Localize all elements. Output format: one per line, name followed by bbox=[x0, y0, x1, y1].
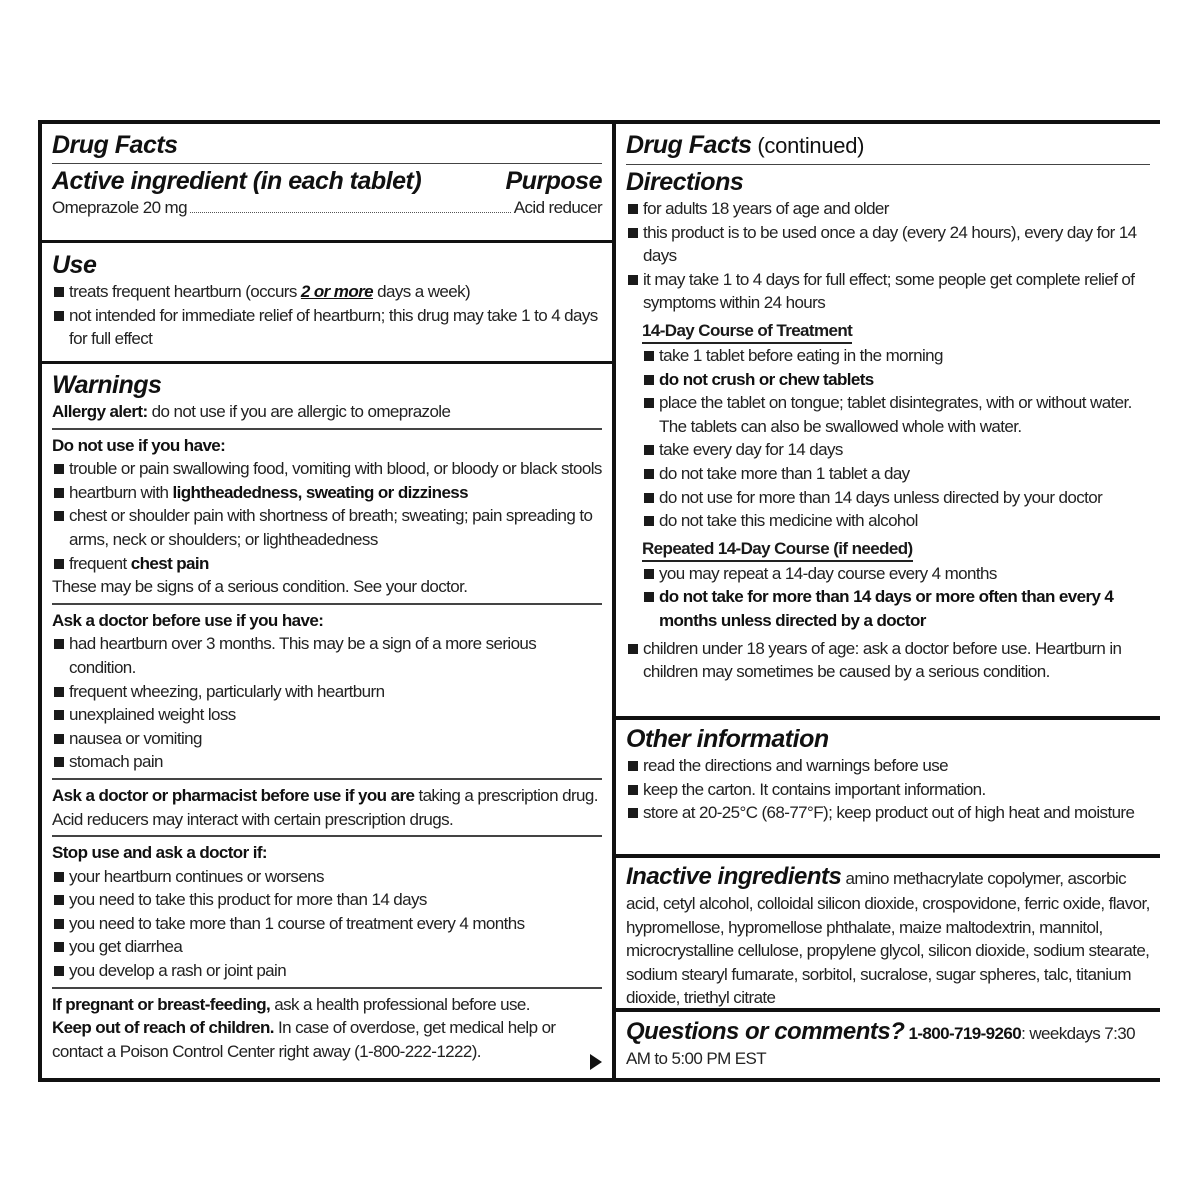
list-item: frequent wheezing, particularly with heartburn bbox=[52, 680, 602, 704]
use-section bbox=[42, 250, 612, 351]
drug-facts-title: Drug Facts bbox=[52, 131, 178, 159]
list-item: take 1 tablet before eating in the morning bbox=[642, 344, 1150, 368]
inactive-ingredients-heading: Inactive ingredients bbox=[626, 863, 842, 890]
other-information-heading: Other information bbox=[626, 725, 829, 753]
pregnancy-block: If pregnant or breast-feeding, ask a health professional before use. Keep out of reach of children. In case of overdose, get medical help or contact a Poison Control Center right away (1-800-222-1222). bbox=[52, 987, 602, 1064]
list-item: take every day for 14 days bbox=[642, 438, 1150, 462]
purpose-value: Acid reducer bbox=[513, 198, 602, 217]
purpose-heading: Purpose bbox=[505, 167, 602, 195]
do-not-use-heading: Do not use if you have: bbox=[52, 435, 226, 455]
ask-doctor-heading: Ask a doctor before use if you have: bbox=[52, 610, 324, 630]
inactive-ingredients-list: amino methacrylate copolymer, ascorbic acid, cetyl alcohol, colloidal silicon dioxide, crospovidone, ferric oxide, flavor, hypromellose, hypromellose phthalate, maize maltodextrin, mannitol, microcrystalline cellulose, propylene glycol, silicon dioxide, sodium stearate, sodium stearyl fumarate, sorbitol, sucralose, sugar spheres, talc, titanium dioxide, triethyl citrate bbox=[626, 869, 1150, 1008]
active-ingredient: Omeprazole 20 mg bbox=[52, 198, 187, 217]
list-item: you get diarrhea bbox=[52, 935, 602, 959]
warnings-section bbox=[42, 370, 612, 1063]
use-item: not intended for immediate relief of heartburn; this drug may take 1 to 4 days for full effect bbox=[52, 304, 602, 351]
list-item: nausea or vomiting bbox=[52, 727, 602, 751]
list-item: unexplained weight loss bbox=[52, 703, 602, 727]
questions-heading: Questions or comments? bbox=[626, 1018, 905, 1045]
stop-use-block bbox=[52, 835, 602, 983]
active-ingredient-heading: Active ingredient (in each tablet) bbox=[52, 167, 422, 195]
list-item: you develop a rash or joint pain bbox=[52, 959, 602, 983]
list-item: stomach pain bbox=[52, 750, 602, 774]
drug-facts-continued-title: Drug Facts (continued) bbox=[626, 131, 865, 159]
list-item: do not take for more than 14 days or more often than every 4 months unless directed by a doctor bbox=[642, 585, 1150, 632]
directions-heading: Directions bbox=[626, 168, 744, 196]
list-item: store at 20-25°C (68-77°F); keep product out of high heat and moisture bbox=[626, 801, 1150, 825]
list-item: place the tablet on tongue; tablet disintegrates, with or without water. The tablets can also be swallowed whole with water. bbox=[642, 391, 1150, 438]
repeat-course-heading: Repeated 14-Day Course (if needed) bbox=[642, 537, 913, 562]
use-item: treats frequent heartburn (occurs 2 or more days a week) bbox=[52, 280, 602, 304]
list-item: this product is to be used once a day (every 24 hours), every day for 14 days bbox=[626, 221, 1150, 268]
list-item: you may repeat a 14-day course every 4 months bbox=[642, 562, 1150, 586]
questions-section bbox=[616, 1017, 1160, 1071]
list-item: you need to take this product for more than 14 days bbox=[52, 888, 602, 912]
list-item: you need to take more than 1 course of treatment every 4 months bbox=[52, 912, 602, 936]
list-item: do not use for more than 14 days unless directed by your doctor bbox=[642, 486, 1150, 510]
list-item: children under 18 years of age: ask a doctor before use. Heartburn in children may sometimes be caused by a serious condition. bbox=[626, 637, 1150, 684]
list-item: frequent chest pain bbox=[52, 552, 602, 576]
list-item: do not crush or chew tablets bbox=[642, 368, 1150, 392]
course-block bbox=[626, 319, 1150, 633]
ask-pharmacist-block: Ask a doctor or pharmacist before use if you are taking a prescription drug. Acid reducers may interact with certain prescription drugs. bbox=[52, 778, 602, 831]
list-item: do not take more than 1 tablet a day bbox=[642, 462, 1150, 486]
directions-section bbox=[616, 130, 1160, 684]
continue-arrow-icon bbox=[590, 1054, 602, 1070]
course-heading: 14-Day Course of Treatment bbox=[642, 319, 852, 344]
drug-facts-left-panel bbox=[38, 120, 616, 1082]
list-item: trouble or pain swallowing food, vomiting with blood, or bloody or black stools bbox=[52, 457, 602, 481]
list-item: chest or shoulder pain with shortness of breath; sweating; pain spreading to arms, neck or shoulders; or lightheadedness bbox=[52, 504, 602, 551]
use-heading: Use bbox=[52, 251, 97, 279]
allergy-alert: Allergy alert: do not use if you are allergic to omeprazole bbox=[52, 402, 451, 421]
list-item: your heartburn continues or worsens bbox=[52, 865, 602, 889]
list-item: heartburn with lightheadedness, sweating or dizziness bbox=[52, 481, 602, 505]
do-not-use-block bbox=[52, 428, 602, 599]
warnings-heading: Warnings bbox=[52, 371, 162, 399]
list-item: read the directions and warnings before use bbox=[626, 754, 1150, 778]
list-item: do not take this medicine with alcohol bbox=[642, 509, 1150, 533]
list-item: it may take 1 to 4 days for full effect; some people get complete relief of symptoms within 24 hours bbox=[626, 268, 1150, 315]
other-information-section bbox=[616, 724, 1160, 825]
drug-facts-header bbox=[42, 130, 612, 220]
hours: : weekdays 7:30 AM to 5:00 PM EST bbox=[626, 1024, 1135, 1068]
drug-facts-right-panel bbox=[612, 120, 1160, 1082]
do-not-use-note: These may be signs of a serious condition. See your doctor. bbox=[52, 577, 468, 597]
list-item: had heartburn over 3 months. This may be a sign of a more serious condition. bbox=[52, 632, 602, 679]
inactive-ingredients-section bbox=[616, 862, 1160, 1010]
list-item: for adults 18 years of age and older bbox=[626, 197, 1150, 221]
stop-use-heading: Stop use and ask a doctor if: bbox=[52, 843, 267, 863]
list-item: keep the carton. It contains important information. bbox=[626, 778, 1150, 802]
phone-number: 1-800-719-9260 bbox=[904, 1024, 1022, 1043]
ask-doctor-block bbox=[52, 603, 602, 774]
